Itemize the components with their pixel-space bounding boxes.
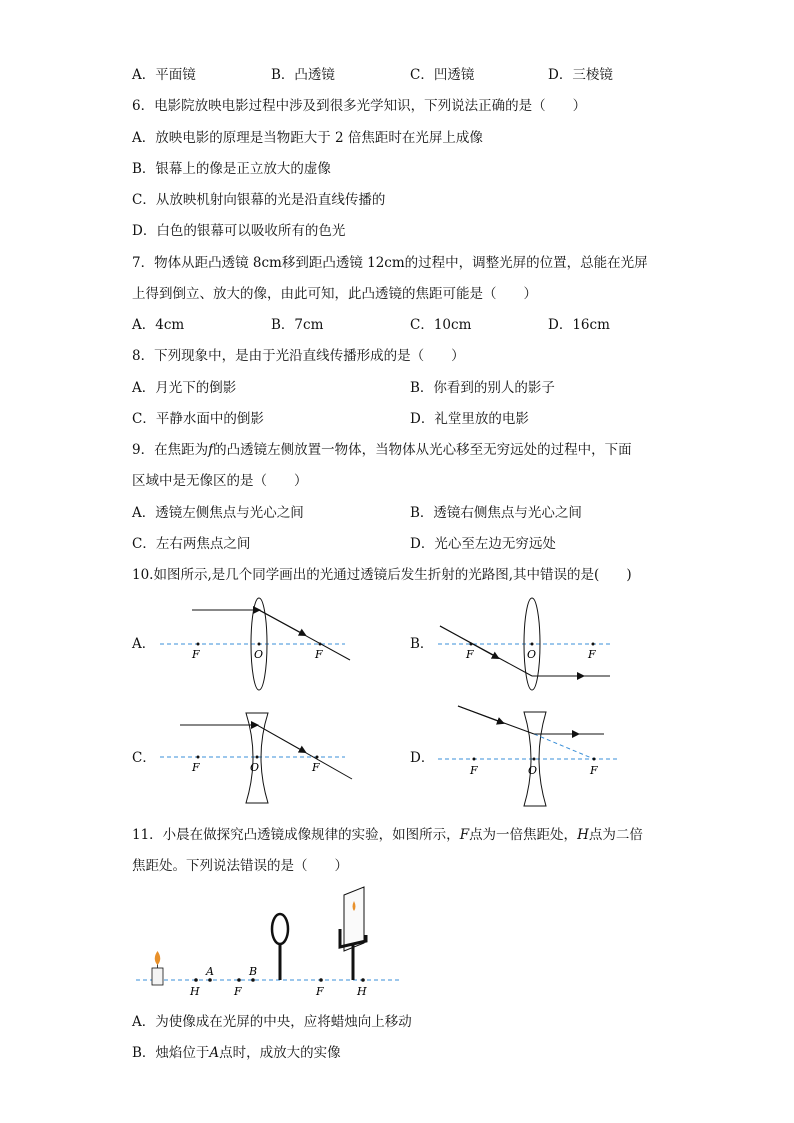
focus-point-right	[316, 756, 319, 759]
point-a	[208, 978, 212, 982]
q9-option-c: C．左右两焦点之间	[132, 536, 251, 552]
q8-stem: 8．下列现象中，是由于光沿直线传播形成的是（ ）	[132, 348, 465, 364]
label-f-left: F	[192, 761, 200, 774]
q6-option-b: B．银幕上的像是正立放大的虚像	[132, 161, 331, 177]
optical-center	[533, 758, 536, 761]
q11-stem-h: H	[577, 827, 589, 843]
q7-option-d: D．16cm	[548, 317, 610, 333]
q10-fig-d-label: D．	[410, 750, 435, 766]
q11-stem-line1	[132, 826, 643, 844]
q11-stem-f: F	[459, 827, 470, 843]
lens-holder	[272, 914, 288, 980]
label-o: O	[528, 764, 538, 777]
extension-line	[534, 734, 594, 759]
q10-fig-c-label: C．	[132, 750, 156, 766]
focus-point-right	[593, 758, 596, 761]
label-f-right: F	[312, 761, 320, 774]
q7-stem-line1: 7．物体从距凸透镜 8cm移到距凸透镜 12cm的过程中，调整光屏的位置，总能在光屏	[132, 255, 648, 271]
label-f-right: F	[315, 648, 323, 661]
q7-option-b: B．7cm	[271, 317, 324, 333]
q7-option-a: A．4cm	[132, 317, 185, 333]
q9-stem-line1	[132, 441, 632, 459]
label-o: O	[254, 648, 264, 661]
focus-point-right	[592, 643, 595, 646]
label-f-left: F	[234, 985, 242, 998]
label-f-right: F	[588, 648, 596, 661]
q8-option-a: A．月光下的倒影	[132, 380, 237, 396]
optical-center	[531, 643, 534, 646]
q6-option-c: C．从放映机射向银幕的光是沿直线传播的	[132, 192, 386, 208]
q10-stem: 10.如图所示,是几个同学画出的光通过透镜后发生折射的光路图,其中错误的是( )	[132, 567, 632, 583]
label-f-left: F	[470, 764, 478, 777]
optical-bench-figure	[130, 885, 410, 1005]
q11-optb-p1: B．烛焰位于	[132, 1045, 210, 1061]
q6-stem: 6．电影院放映电影过程中涉及到很多光学知识，下列说法正确的是（ ）	[132, 98, 587, 114]
q11-optb-var: A	[209, 1045, 220, 1061]
focus-point-left	[197, 756, 200, 759]
light-screen	[340, 887, 366, 980]
q9-option-d: D．光心至左边无穷远处	[410, 536, 556, 552]
q5-option-a: A．平面镜	[132, 67, 196, 83]
q11-stem-line2: 焦距处。下列说法错误的是（ ）	[132, 858, 348, 874]
focus-point-left	[473, 758, 476, 761]
focus-point-left	[197, 643, 200, 646]
q6-option-a: A．放映电影的原理是当物距大于 2 倍焦距时在光屏上成像	[132, 130, 483, 146]
q10-figure-a	[150, 590, 370, 700]
q5-option-d: D．三棱镜	[548, 67, 613, 83]
q11-optb-p2: 点时，成放大的实像	[219, 1045, 341, 1061]
q9-option-a: A．透镜左侧焦点与光心之间	[132, 505, 304, 521]
label-o: O	[250, 761, 260, 774]
point-b	[251, 978, 255, 982]
point-h-left	[194, 978, 198, 982]
q10-figure-d	[428, 700, 628, 815]
q8-option-c: C．平静水面中的倒影	[132, 411, 264, 427]
label-f-left: F	[192, 648, 200, 661]
q9-stem-suffix: 的凸透镜左侧放置一物体，当物体从光心移至无穷远处的过程中，下面	[213, 442, 632, 458]
q10-figure-b	[428, 590, 628, 700]
focus-point-right	[319, 643, 322, 646]
q11-stem-p2: 点为一倍焦距处，	[469, 827, 578, 843]
q7-option-c: C．10cm	[410, 317, 472, 333]
q9-stem-prefix: 9．在焦距为	[132, 442, 209, 458]
q11-stem-p1: 11．小晨在做探究凸透镜成像规律的实验，如图所示，	[132, 827, 460, 843]
label-f-left: F	[466, 648, 474, 661]
q5-option-b: B．凸透镜	[271, 67, 335, 83]
q11-stem-p3: 点为二倍	[588, 827, 643, 843]
q10-fig-b-label: B．	[410, 636, 434, 652]
label-h-left: H	[190, 985, 200, 998]
point-f-right	[319, 978, 323, 982]
q11-option-a: A．为使像成在光屏的中央，应将蜡烛向上移动	[132, 1014, 412, 1030]
q6-option-d: D．白色的银幕可以吸收所有的色光	[132, 223, 346, 239]
label-f-right: F	[590, 764, 598, 777]
q9-stem-line2: 区域中是无像区的是（ ）	[132, 473, 308, 489]
q10-fig-a-label: A．	[132, 636, 156, 652]
label-o: O	[527, 648, 537, 661]
q9-option-b: B．透镜右侧焦点与光心之间	[410, 505, 582, 521]
label-b: B	[249, 965, 258, 978]
label-f-right: F	[316, 985, 324, 998]
q11-option-b	[132, 1044, 341, 1062]
q10-figure-c	[150, 706, 370, 816]
label-a: A	[206, 965, 214, 978]
focus-point-left	[470, 643, 473, 646]
candle-icon	[152, 951, 163, 985]
point-f-left	[237, 978, 241, 982]
q8-option-d: D．礼堂里放的电影	[410, 411, 529, 427]
q5-option-c: C．凹透镜	[410, 67, 475, 83]
optical-center	[258, 643, 261, 646]
point-h-right	[361, 978, 365, 982]
q7-stem-line2: 上得到倒立、放大的像，由此可知，此凸透镜的焦距可能是（ ）	[132, 286, 537, 302]
optical-center	[256, 756, 259, 759]
label-h-right: H	[357, 985, 367, 998]
q8-option-b: B．你看到的别人的影子	[410, 380, 555, 396]
q9-stem-var: f	[208, 442, 214, 458]
